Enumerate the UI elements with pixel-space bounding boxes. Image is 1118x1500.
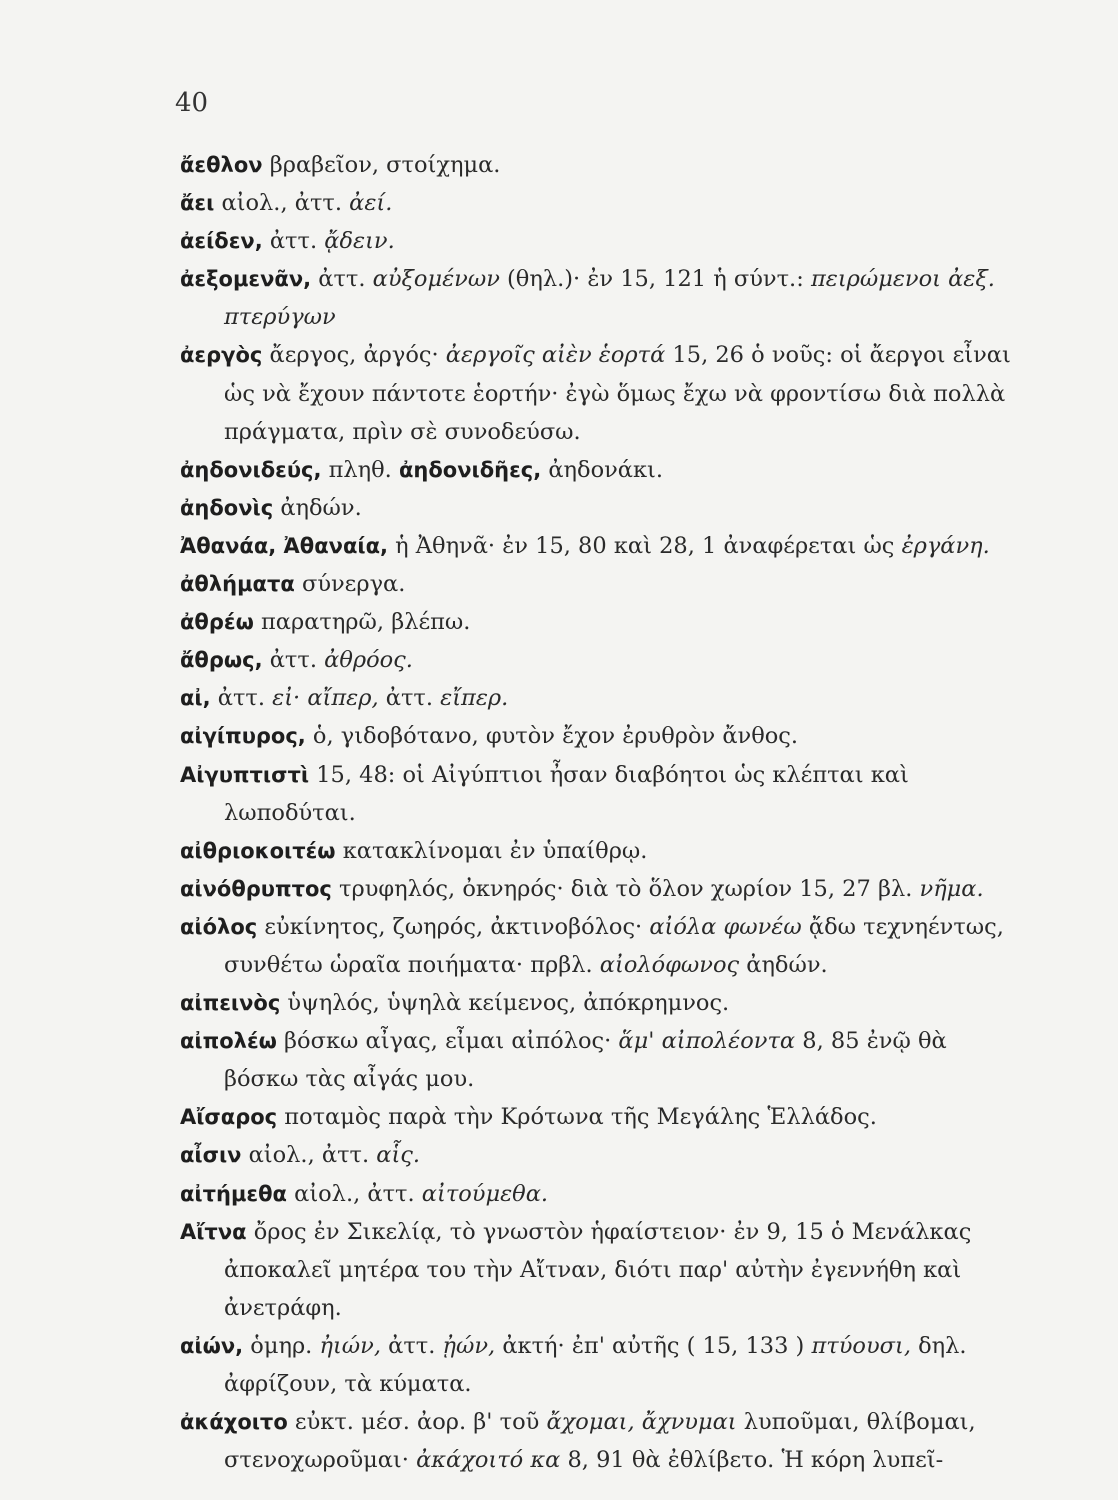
italic-text: ἀκάχοιτό κα <box>416 1447 561 1474</box>
entry-aithriokoiteo <box>180 832 1020 870</box>
definition-text: ὄρος ἐν Σικελίᾳ, τὸ γνωστὸν ἡφαίστειον· ἐν 9, 15 ὁ Μενάλκας ἀποκαλεῖ μητέρα του τὴν Αἴτναν, διότι παρ' αὐτὴν ἐγεννήθη καὶ ἀνετράφη. <box>224 1218 972 1321</box>
definition-text: ἀττ. <box>262 228 325 255</box>
headword: Αἴτνα <box>180 1219 247 1244</box>
headword: ἄεθλον <box>180 153 263 177</box>
definition-text: ἡ Ἀθηνᾶ· ἐν 15, 80 καὶ 28, 1 ἀναφέρεται ὡς <box>387 532 902 559</box>
headword: αἰόλος <box>180 914 258 939</box>
definition-text: αἰολ., ἀττ. <box>241 1142 377 1169</box>
entry-aigyptisti <box>180 756 1020 832</box>
headword: ἀθλήματα <box>180 572 295 597</box>
entry-aeiden <box>180 222 1020 260</box>
definition-text: εὐκτ. μέσ. ἀορ. β' τοῦ <box>287 1409 547 1436</box>
page-number: 40 <box>175 88 209 118</box>
definition-text: 8, 91 θὰ ἐθλίβετο. Ἡ κόρη λυπεῖ- <box>560 1447 944 1474</box>
headword: αἶσιν <box>180 1143 242 1168</box>
definition-text: 15, 48: οἱ Αἰγύπτιοι ἦσαν διαβόητοι ὡς κλέπται καὶ λωποδύται. <box>224 761 909 826</box>
italic-text: ἠιών, <box>319 1332 381 1359</box>
entry-ai <box>180 679 1020 717</box>
italic-text: ἀεργοῖς αἰὲν ἑορτά <box>445 342 666 369</box>
entry-ainothryptos <box>180 870 1020 908</box>
definition-text: ἀηδών. <box>739 951 828 978</box>
definition-text: τρυφηλός, ὀκνηρός· διὰ τὸ ὅλον χωρίον 15, 27 βλ. <box>331 875 920 902</box>
headword: ἄθρως, <box>180 648 263 673</box>
italic-text: ἅμ' αἰπολέοντα <box>618 1028 796 1055</box>
italic-text: εἰ· αἴπερ, <box>272 685 379 712</box>
headword: ἀείδεν, <box>180 229 263 254</box>
definition-text: ὁμηρ. <box>243 1332 320 1359</box>
definition-text: ἀττ. <box>210 685 273 712</box>
italic-text: ᾄδειν. <box>324 228 395 255</box>
headword: αἰ, <box>180 686 211 711</box>
headword: αἰών, <box>180 1333 244 1358</box>
entry-aei <box>180 184 1020 222</box>
italic-text: αὐξομένων <box>372 266 500 293</box>
entry-aipoleo <box>180 1022 1020 1098</box>
entry-aexomenan <box>180 260 1020 336</box>
definition-text: ἀττ. <box>378 685 441 712</box>
italic-text: νῆμα. <box>919 875 984 902</box>
definition-text: βόσκω αἶγας, εἶμαι αἰπόλος· <box>276 1028 619 1055</box>
entry-aiolos <box>180 908 1020 984</box>
headword: ἀεργὸς <box>180 343 263 368</box>
definition-text: παρατηρῶ, βλέπω. <box>253 609 471 636</box>
italic-text: ἄχομαι, ἄχνυμαι <box>546 1409 737 1436</box>
entry-athreo <box>180 603 1020 641</box>
definition-text: ἀκτή· ἐπ' αὐτῆς ( 15, 133 ) <box>495 1332 812 1359</box>
italic-text: ἐργάνη. <box>901 532 990 559</box>
definition-text: πληθ. <box>321 456 399 483</box>
italic-text: αἰτούμεθα. <box>421 1180 549 1207</box>
entry-athros <box>180 641 1020 679</box>
entry-aisin <box>180 1136 1020 1174</box>
entry-list <box>180 146 1020 1479</box>
italic-text: αἰολόφωνος <box>599 951 740 978</box>
entry-aethlon <box>180 146 1020 184</box>
headword: ἀηδονὶς <box>180 495 274 520</box>
headword: ἀθρέω <box>180 610 254 635</box>
definition-text: ἀηδονάκι. <box>541 456 664 483</box>
headword: Αἰγυπτιστὶ <box>180 762 310 787</box>
definition-text: ὑψηλός, ὑψηλὰ κείμενος, ἀπόκρημνος. <box>280 990 730 1017</box>
headword: ἀηδονιδεύς, <box>180 457 322 482</box>
entry-aigipyros <box>180 717 1020 755</box>
italic-text: ᾐών, <box>442 1332 496 1359</box>
definition-text: ἀττ. <box>311 266 373 293</box>
definition-text: λυποῦμαι, θλίβομαι, στενοχωροῦμαι· <box>224 1409 976 1474</box>
headword: ἄει <box>180 191 215 216</box>
definition-text: 15, 26 ὁ νοῦς: οἱ ἄεργοι εἶναι ὡς νὰ ἔχουν πάντοτε ἑορτήν· ἐγὼ ὅμως ἔχω νὰ φροντίσω διὰ πολλὰ πράγματα, πρὶν σὲ συνοδεύσω. <box>224 342 1011 445</box>
italic-text: εἴπερ. <box>440 685 509 712</box>
definition-text: (θηλ.)· ἐν 15, 121 ἡ σύντ.: <box>499 266 811 293</box>
headword: ἀηδονιδῆες, <box>398 457 542 482</box>
headword: ἀεξομενᾶν, <box>180 267 312 292</box>
headword: Ἀθανάα, Ἀθαναία, <box>180 533 388 558</box>
definition-text: αἰολ., ἀττ. <box>286 1180 422 1207</box>
definition-text: ἄεργος, ἀργός· <box>262 342 446 369</box>
definition-text: εὐκίνητος, ζωηρός, ἀκτινοβόλος· <box>257 913 650 940</box>
definition-text: ποταμὸς παρὰ τὴν Κρότωνα τῆς Μεγάλης Ἑλλάδος. <box>277 1104 877 1131</box>
headword: αἰπολέω <box>180 1029 277 1054</box>
definition-text: ᾄδω τεχνηέντως, συνθέτω ὡραῖα ποιήματα· πρβλ. <box>224 913 1004 978</box>
entry-aedonideus <box>180 451 1020 489</box>
entry-athanaa <box>180 527 1020 565</box>
italic-text: αἷς. <box>376 1142 421 1169</box>
entry-aergos <box>180 336 1020 450</box>
definition-text: κατακλίνομαι ἐν ὑπαίθρῳ. <box>335 837 648 864</box>
italic-text: ἀεί. <box>349 190 393 217</box>
entry-aitemetha <box>180 1175 1020 1213</box>
headword: Αἴσαρος <box>180 1105 278 1130</box>
entry-aedonis <box>180 489 1020 527</box>
definition-text: ὁ, γιδοβότανο, φυτὸν ἔχον ἐρυθρὸν ἄνθος. <box>305 723 799 750</box>
headword: αἰνόθρυπτος <box>180 876 332 901</box>
entry-aisaros <box>180 1098 1020 1136</box>
definition-text: ἀττ. <box>262 647 325 674</box>
headword: ἀκάχοιτο <box>180 1410 288 1435</box>
headword: αἰθριοκοιτέω <box>180 838 336 863</box>
entry-aion <box>180 1327 1020 1403</box>
definition-text: ἀηδών. <box>273 494 362 521</box>
entry-aipeinos <box>180 984 1020 1022</box>
headword: αἰγίπυρος, <box>180 724 306 749</box>
italic-text: αἰόλα φωνέω <box>649 913 802 940</box>
definition-text: δηλ. ἀφρίζουν, τὰ κύματα. <box>224 1332 967 1397</box>
italic-text: πειρώμενοι ἀεξ. πτερύγων <box>224 266 995 331</box>
entry-athlemata <box>180 565 1020 603</box>
definition-text: βραβεῖον, στοίχημα. <box>262 152 501 178</box>
entry-akachoito <box>180 1403 1020 1479</box>
headword: αἰπεινὸς <box>180 991 281 1016</box>
definition-text: σύνεργα. <box>294 571 406 598</box>
definition-text: αἰολ., ἀττ. <box>214 190 350 217</box>
entry-aitna <box>180 1213 1020 1327</box>
headword: αἰτήμεθα <box>180 1181 287 1206</box>
definition-text: 8, 85 ἐνῷ θὰ βόσκω τὰς αἶγάς μου. <box>224 1028 947 1093</box>
definition-text: ἀττ. <box>380 1332 443 1359</box>
italic-text: ἀθρόος. <box>324 647 413 674</box>
italic-text: πτύουσι, <box>811 1332 911 1359</box>
